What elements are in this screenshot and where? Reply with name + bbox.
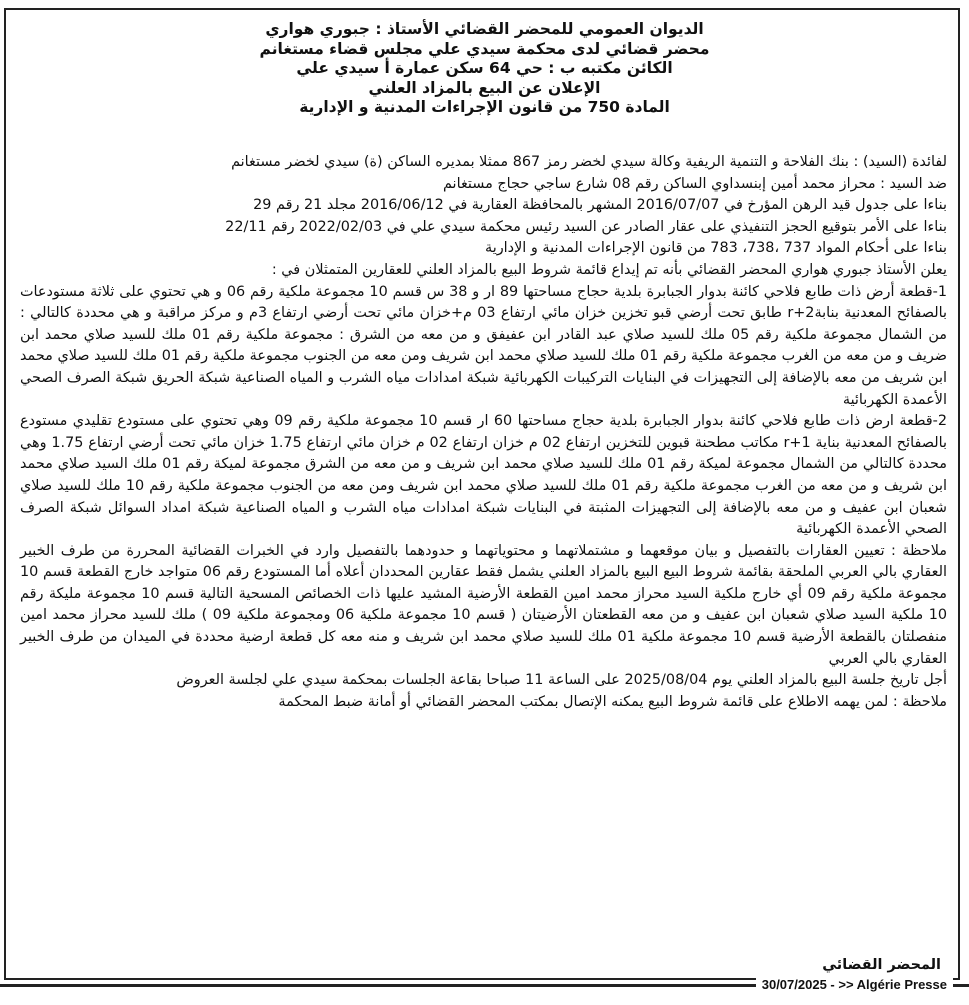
notice-title: الإعلان عن البيع بالمزاد العلني: [368, 78, 601, 97]
office-address: الكائن مكتبه ب : حي 64 سكن عمارة أ سيدي علي: [296, 59, 673, 77]
property-2-paragraph: 2-قطعة ارض ذات طابع فلاحي كائنة بدوار الجبابرة بلدية حجاج مساحتها 60 ار قسم 10 مجموعة ملكية رقم 09 وهي تحتوي على مستودع تقليدي مستودع بالصفائح المعدنية بناية 1+r مكاتب مطحنة قبوين للتخزين ارتفاع 02 م خزان ارتفاع 02 م خزان مائي ارتفاع 1.75 خزان مائي تحت أرضي ارتفاع 1.75 وهي محددة كالتالي من الشمال مجموعة لميكة رقم 01 ملك للسيد صلاي محمد ابن شريف و من معه من الشرق مجموعة لميكة رقم 01 ملك السيد صلاي محمد ابن شريف و من معه من الغرب مجموعة ملكية رقم 01 ملك للسيد صلاي محمد ابن شريف ومن معه من الجنوب مجموعة ملكية رقم 10 ملك للسيد صلاي شعبان ابن عفيف و من معه بالإضافة إلى التجهيزات المثبتة في البنايات شبكة امدادات مياه الشرب و المياه الصناعية شبكة امداد السوائل شبكة الصرف الصحي الأعمدة الكهربائية: [20, 413, 948, 538]
beneficiary-paragraph: لفائدة (السيد) : بنك الفلاحة و التنمية الريفية وكالة سيدي لخضر رمز 867 ممثلا بمديره الساكن (ة) سيدي لخضر مستغانم: [231, 154, 947, 170]
announcement-paragraph: يعلن الأستاذ جبوري هواري المحضر القضائي بأنه تم إيداع قائمة شروط البيع بالمزاد العلني للعقارين المتمثلان في :: [271, 261, 947, 278]
articles-paragraph: بناءا على أحكام المواد 737 ،738، 783 من قانون الإجراءات المدنية و الإدارية: [485, 240, 947, 257]
legal-article: المادة 750 من قانون الإجراءات المدنية و الإدارية: [299, 98, 670, 116]
contact-note-paragraph: ملاحظة : لمن يهمه الاطلاع على قائمة شروط البيع يمكنه الإتصال بمكتب المحضر القضائي أو أمانة ضبط المحكمة: [278, 693, 947, 710]
office-title: الديوان العمومي للمحضر القضائي الأستاذ : جبوري هواري: [265, 20, 704, 38]
defendant-paragraph: ضد السيد : محراز محمد أمين إبنسداوي الساكن رقم 08 شارع ساجي حجاج مستغانم: [442, 175, 947, 192]
source-credit: 30/07/2025 - >> Algérie Presse: [756, 974, 953, 996]
bailiff-court: محضر قضائي لدى محكمة سيدي علي مجلس قضاء مستغانم: [259, 39, 710, 58]
note-paragraph: ملاحظة : تعيين العقارات بالتفصيل و بيان موقعهما و مشتملاتهما و محتوياتهما و حدودهما بالتفصيل وارد في الخبرات القضائية المحررة من طرف الخبير العقاري بالي العربي الملحقة بقائمة شروط البيع البيع بالمزاد العلني يشمل فقط عقارين المحددان أعلاه أما المستودع رقم 06 متواجد خارج القطعة قسم 10 مجموعة ملكية رقم 09 أي خارج ملكية السيد محراز محمد امين القطعة الأرضية المشيد عليها ذات الخصائص المسحية التالية قسم 10 مجموعة مليكة رقم 10 ملكية السيد صلاي شعبان ابن عفيف و من معه القطعتان الأرضيتان ( قسم 10 مجموعة ملكية 06 ومجموعة ملكية 09 ) ملك للسيد محراز محمد امين منفصلتان بالقطعة الأرضية قسم 10 مجموعة ملكية 01 ملك للسيد صلاي محمد ابن شريف و منه معه كل قطعة ارضية محددة في الميدان من طرف الخبير العقاري بالي العربي: [20, 542, 948, 667]
signature: المحضر القضائي: [822, 957, 941, 973]
property-1-paragraph: 1-قطعة أرض ذات طابع فلاحي كائنة بدوار الجبابرة بلدية حجاج مساحتها 89 ار و 38 س قسم 10 مجموعة ملكية رقم 06 و هي تحتوي على ثلاثة مستودعات بالصفائح المعدنية بنابة2+r طابق تحت أرضي قبو تخزين خزان مائي ارتفاع 03 م+خزان مائي تحت أرضي ارتفاع 3م و مركز مراقبة و هي محددة كالتالي : من الشمال مجموعة ملكية رقم 05 ملك للسيد صلاي عبد القادر ابن عفيفق و من معه من الشرق : مجموعة ملكية رقم 01 ملك للسيد صلاي محمد ابن ضريف و من معه من الغرب مجموعة ملكية رقم 01 ملك للسيد صلاي محمد ابن شريف ومن معه من الجنوب مجموعة ملكية رقم 01 ملك للسيد صلاي محمد ابن شريف من معه بالإضافة إلى التجهيزات في البنايات التركيبات الكهربائية شبكة امدادات مياه الشرب و المياه الصناعية شبكة الحريق شبكة الصرف الصحي الأعمدة الكهربائية: [20, 283, 947, 408]
mortgage-paragraph: بناءا على جدول قيد الرهن المؤرخ في 2016/07/07 المشهر بالمحافظة العقارية في 2016/06/12 مجلد 21 رقم 29: [253, 197, 947, 214]
auction-date-paragraph: أجل تاريخ جلسة البيع بالمزاد العلني يوم 2025/08/04 على الساعة 11 صباحا بقاعة الجلسات بمحكمة سيدي علي لجلسة العروض: [176, 672, 947, 689]
notice-header: [8, 20, 961, 118]
notice-body: [20, 152, 947, 713]
footer: [0, 974, 969, 996]
seizure-order-paragraph: بناءا على الأمر بتوقيع الحجز التنفيذي على عقار الصادر عن السيد رئيس محكمة سيدي علي في 2022/02/03 رقم 22/11: [225, 218, 947, 235]
